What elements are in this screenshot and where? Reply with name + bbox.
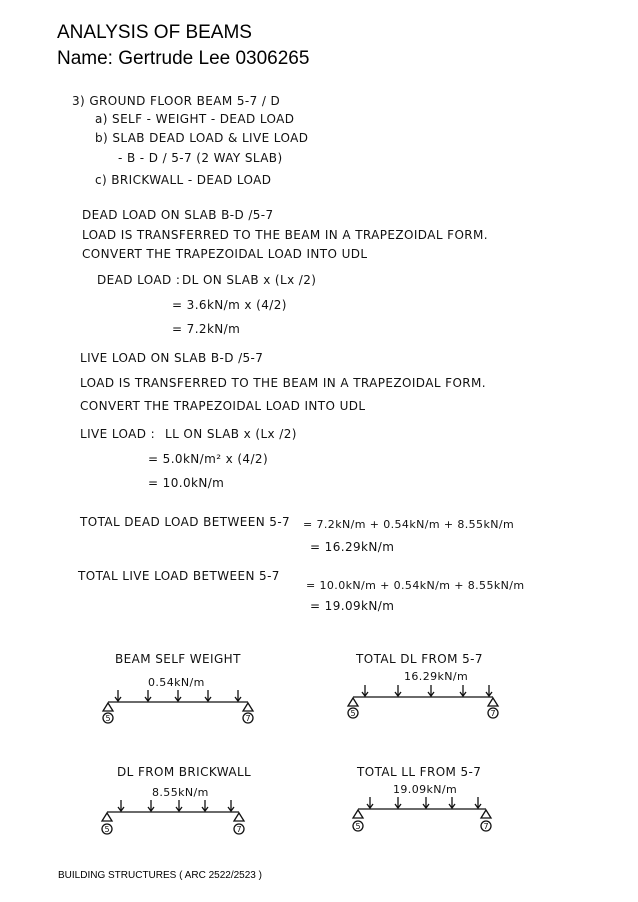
- dead-load-step2: = 7.2kN/m: [172, 322, 241, 336]
- dead-load-line1: LOAD IS TRANSFERRED TO THE BEAM IN A TRAPEZOIDAL FORM.: [82, 228, 488, 242]
- diagram-2-load: 16.29kN/m: [404, 670, 469, 683]
- total-dead-result: = 16.29kN/m: [310, 540, 395, 554]
- dead-load-title: DEAD LOAD ON SLAB B-D /5-7: [82, 208, 274, 222]
- gridline-label-left: 5: [350, 709, 356, 718]
- diagram-4-beam: [348, 795, 508, 839]
- diagram-4-load: 19.09kN/m: [393, 783, 458, 796]
- item-a: a) SELF - WEIGHT - DEAD LOAD: [95, 112, 295, 126]
- gridline-label-right: 7: [483, 822, 489, 831]
- live-load-title: LIVE LOAD ON SLAB B-D /5-7: [80, 351, 264, 365]
- diagram-3-beam: [97, 798, 267, 842]
- page-title: ANALYSIS OF BEAMS: [57, 22, 252, 43]
- left-support: [103, 703, 113, 711]
- dead-load-formula-label: DEAD LOAD :: [97, 273, 181, 287]
- right-support: [488, 698, 498, 706]
- live-load-line1: LOAD IS TRANSFERRED TO THE BEAM IN A TRAPEZOIDAL FORM.: [80, 376, 486, 390]
- diagram-4-title: TOTAL LL FROM 5-7: [357, 765, 482, 779]
- diagram-3-load: 8.55kN/m: [152, 786, 209, 799]
- left-support: [353, 810, 363, 818]
- gridline-label-right: 7: [245, 714, 251, 723]
- dead-load-formula: DL ON SLAB x (Lx /2): [182, 273, 317, 287]
- gridline-label-left: 5: [105, 714, 111, 723]
- right-support: [481, 810, 491, 818]
- right-support: [234, 813, 244, 821]
- diagram-1-load: 0.54kN/m: [148, 676, 205, 689]
- footer-course: BUILDING STRUCTURES ( ARC 2522/2523 ): [58, 870, 262, 881]
- live-load-formula: LL ON SLAB x (Lx /2): [165, 427, 297, 441]
- item-b-sub: - B - D / 5-7 (2 WAY SLAB): [118, 151, 283, 165]
- diagram-3-title: DL FROM BRICKWALL: [117, 765, 252, 779]
- total-dead-label: TOTAL DEAD LOAD BETWEEN 5-7: [80, 515, 291, 529]
- left-support: [102, 813, 112, 821]
- diagram-2-title: TOTAL DL FROM 5-7: [356, 652, 483, 666]
- gridline-label-right: 7: [236, 825, 242, 834]
- diagram-1-beam: [98, 688, 268, 728]
- live-load-step2: = 10.0kN/m: [148, 476, 225, 490]
- total-live-equation: = 10.0kN/m + 0.54kN/m + 8.55kN/m: [306, 579, 525, 592]
- gridline-label-left: 5: [355, 822, 361, 831]
- live-load-formula-label: LIVE LOAD :: [80, 427, 156, 441]
- total-dead-equation: = 7.2kN/m + 0.54kN/m + 8.55kN/m: [303, 518, 515, 531]
- dead-load-step1: = 3.6kN/m x (4/2): [172, 298, 287, 312]
- total-live-result: = 19.09kN/m: [310, 599, 395, 613]
- live-load-step1: = 5.0kN/m² x (4/2): [148, 452, 269, 466]
- gridline-label-right: 7: [490, 709, 496, 718]
- item-b: b) SLAB DEAD LOAD & LIVE LOAD: [95, 131, 309, 145]
- left-support: [348, 698, 358, 706]
- total-live-label: TOTAL LIVE LOAD BETWEEN 5-7: [78, 569, 280, 583]
- dead-load-line2: CONVERT THE TRAPEZOIDAL LOAD INTO UDL: [82, 247, 368, 261]
- right-support: [243, 703, 253, 711]
- diagram-2-beam: [343, 683, 513, 723]
- author-name: Name: Gertrude Lee 0306265: [57, 48, 310, 69]
- diagram-1-title: BEAM SELF WEIGHT: [115, 652, 241, 666]
- item-c: c) BRICKWALL - DEAD LOAD: [95, 173, 272, 187]
- beam-heading: 3) GROUND FLOOR BEAM 5-7 / D: [72, 94, 281, 108]
- live-load-line2: CONVERT THE TRAPEZOIDAL LOAD INTO UDL: [80, 399, 366, 413]
- gridline-label-left: 5: [104, 825, 110, 834]
